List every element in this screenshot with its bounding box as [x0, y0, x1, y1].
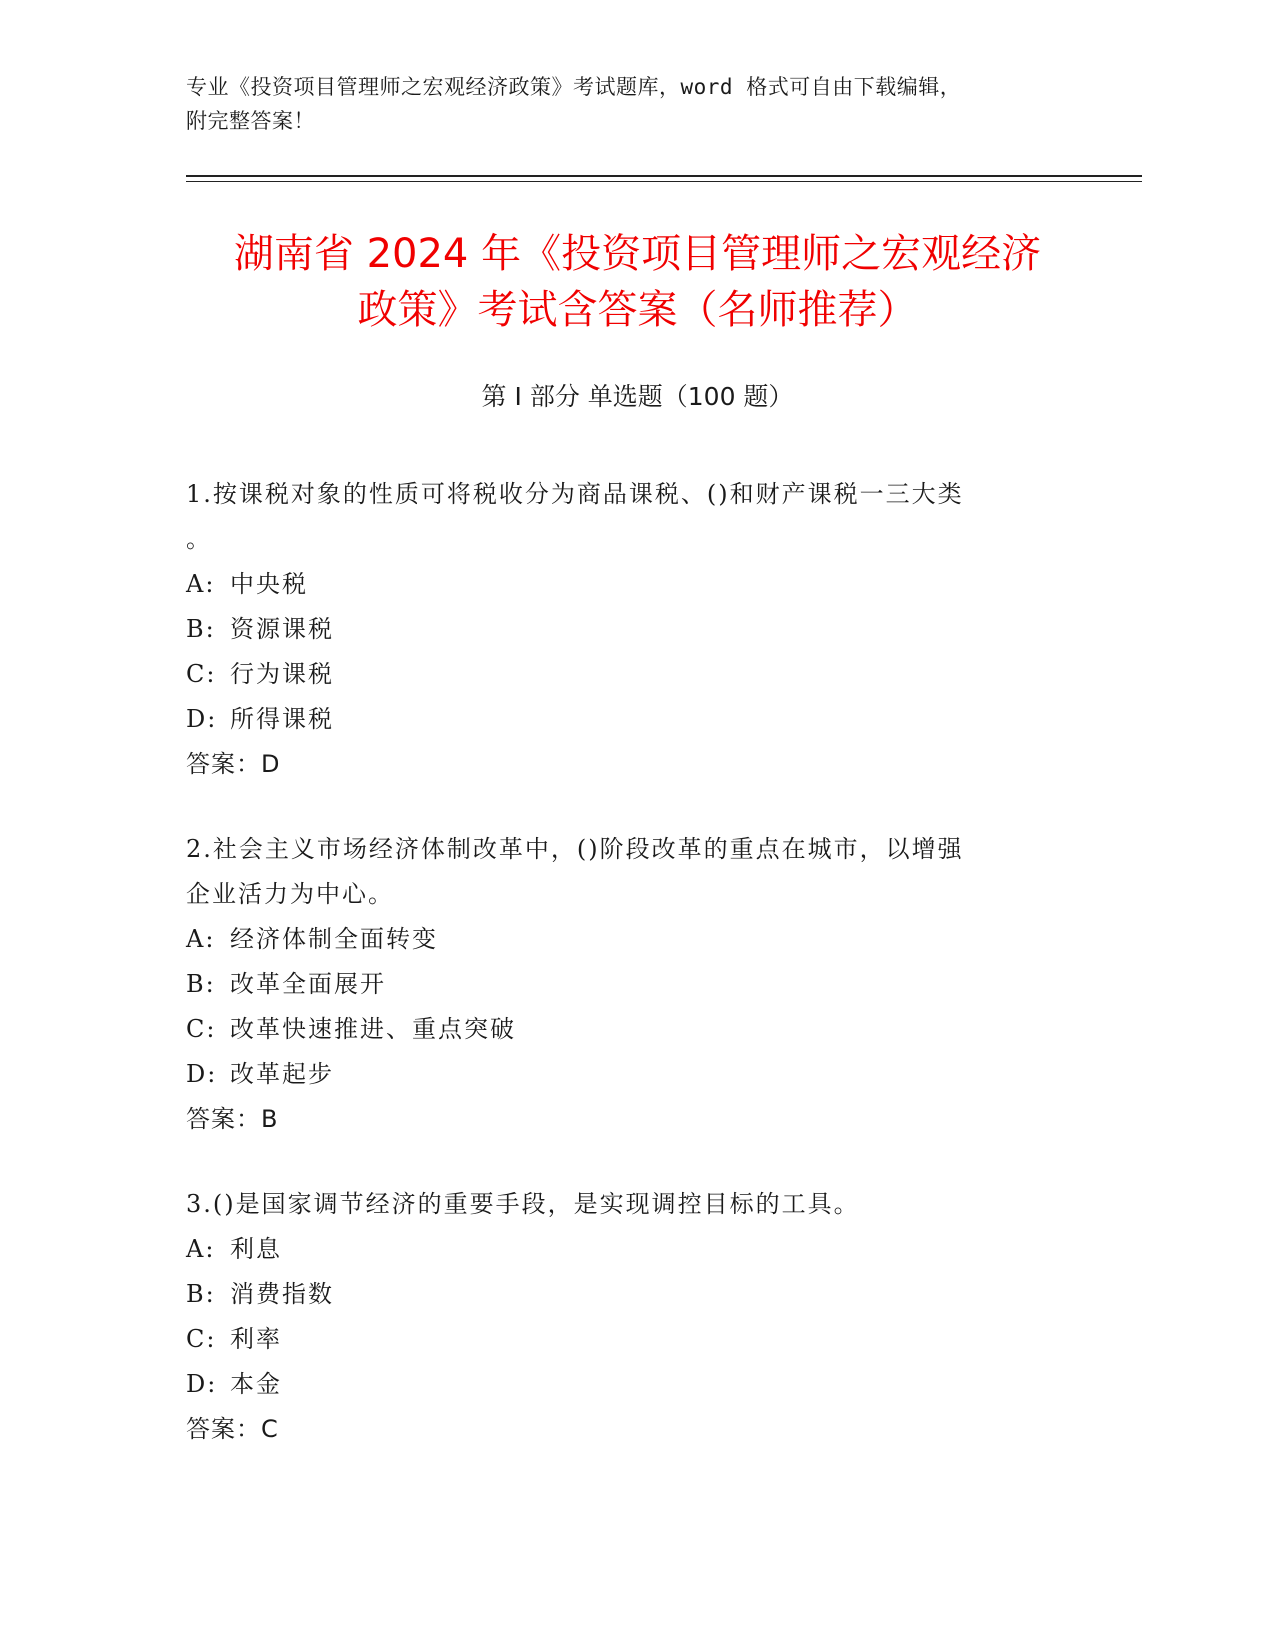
option-letter: C:: [186, 660, 217, 688]
option-b: [186, 1272, 1066, 1317]
question-stem-line-2: 企业活力为中心。: [186, 880, 394, 908]
question-1: [186, 472, 1066, 787]
document-title-line-2: 政策》考试含答案（名师推荐）: [357, 287, 918, 333]
header-divider-thick: [186, 175, 1142, 177]
question-stem-line-2: 。: [186, 525, 212, 553]
option-letter: A:: [186, 925, 216, 953]
header-note-line-2: 附完整答案！: [186, 109, 315, 133]
question-stem-line-1: 3.()是国家调节经济的重要手段，是实现调控目标的工具。: [186, 1190, 860, 1218]
header-divider-thin: [186, 181, 1142, 182]
option-a: [186, 1227, 1066, 1272]
option-b: [186, 962, 1066, 1007]
option-c: [186, 652, 1066, 697]
header-note: [186, 70, 1086, 138]
question-list: [186, 472, 1066, 1492]
document-title: [150, 226, 1125, 338]
question-2: [186, 827, 1066, 1142]
option-letter: B:: [186, 1280, 216, 1308]
option-d: [186, 1052, 1066, 1097]
option-text: 利率: [230, 1325, 282, 1353]
option-letter: D:: [186, 705, 218, 733]
option-text: 改革快速推进、重点突破: [230, 1015, 516, 1043]
answer-line: 答案：D: [186, 750, 281, 778]
question-stem-line-1: 1.按课税对象的性质可将税收分为商品课税、()和财产课税一三大类: [186, 480, 964, 508]
option-text: 所得课税: [230, 705, 334, 733]
question-stem: [186, 827, 1066, 917]
option-a: [186, 562, 1066, 607]
question-3: [186, 1182, 1066, 1452]
document-title-line-1: 湖南省 2024 年《投资项目管理师之宏观经济: [233, 231, 1042, 277]
answer-line: 答案：B: [186, 1105, 279, 1133]
option-text: 经济体制全面转变: [230, 925, 438, 953]
option-text: 消费指数: [230, 1280, 334, 1308]
header-note-line-1: 专业《投资项目管理师之宏观经济政策》考试题库，word 格式可自由下载编辑，: [186, 75, 962, 99]
option-text: 利息: [230, 1235, 282, 1263]
option-letter: D:: [186, 1370, 218, 1398]
option-d: [186, 697, 1066, 742]
option-text: 改革起步: [230, 1060, 334, 1088]
section-heading: 第 I 部分 单选题（100 题）: [481, 382, 794, 411]
option-c: [186, 1317, 1066, 1362]
option-b: [186, 607, 1066, 652]
option-d: [186, 1362, 1066, 1407]
question-stem: [186, 472, 1066, 562]
option-letter: D:: [186, 1060, 218, 1088]
option-a: [186, 917, 1066, 962]
option-c: [186, 1007, 1066, 1052]
question-stem-line-1: 2.社会主义市场经济体制改革中，()阶段改革的重点在城市，以增强: [186, 835, 964, 863]
option-letter: C:: [186, 1325, 217, 1353]
question-stem: [186, 1182, 1066, 1227]
option-text: 本金: [230, 1370, 282, 1398]
option-text: 中央税: [230, 570, 308, 598]
option-text: 改革全面展开: [230, 970, 386, 998]
option-letter: B:: [186, 970, 216, 998]
option-letter: A:: [186, 1235, 216, 1263]
answer-line: 答案：C: [186, 1415, 279, 1443]
option-letter: A:: [186, 570, 216, 598]
option-text: 资源课税: [230, 615, 334, 643]
option-letter: C:: [186, 1015, 217, 1043]
option-letter: B:: [186, 615, 216, 643]
option-text: 行为课税: [230, 660, 334, 688]
